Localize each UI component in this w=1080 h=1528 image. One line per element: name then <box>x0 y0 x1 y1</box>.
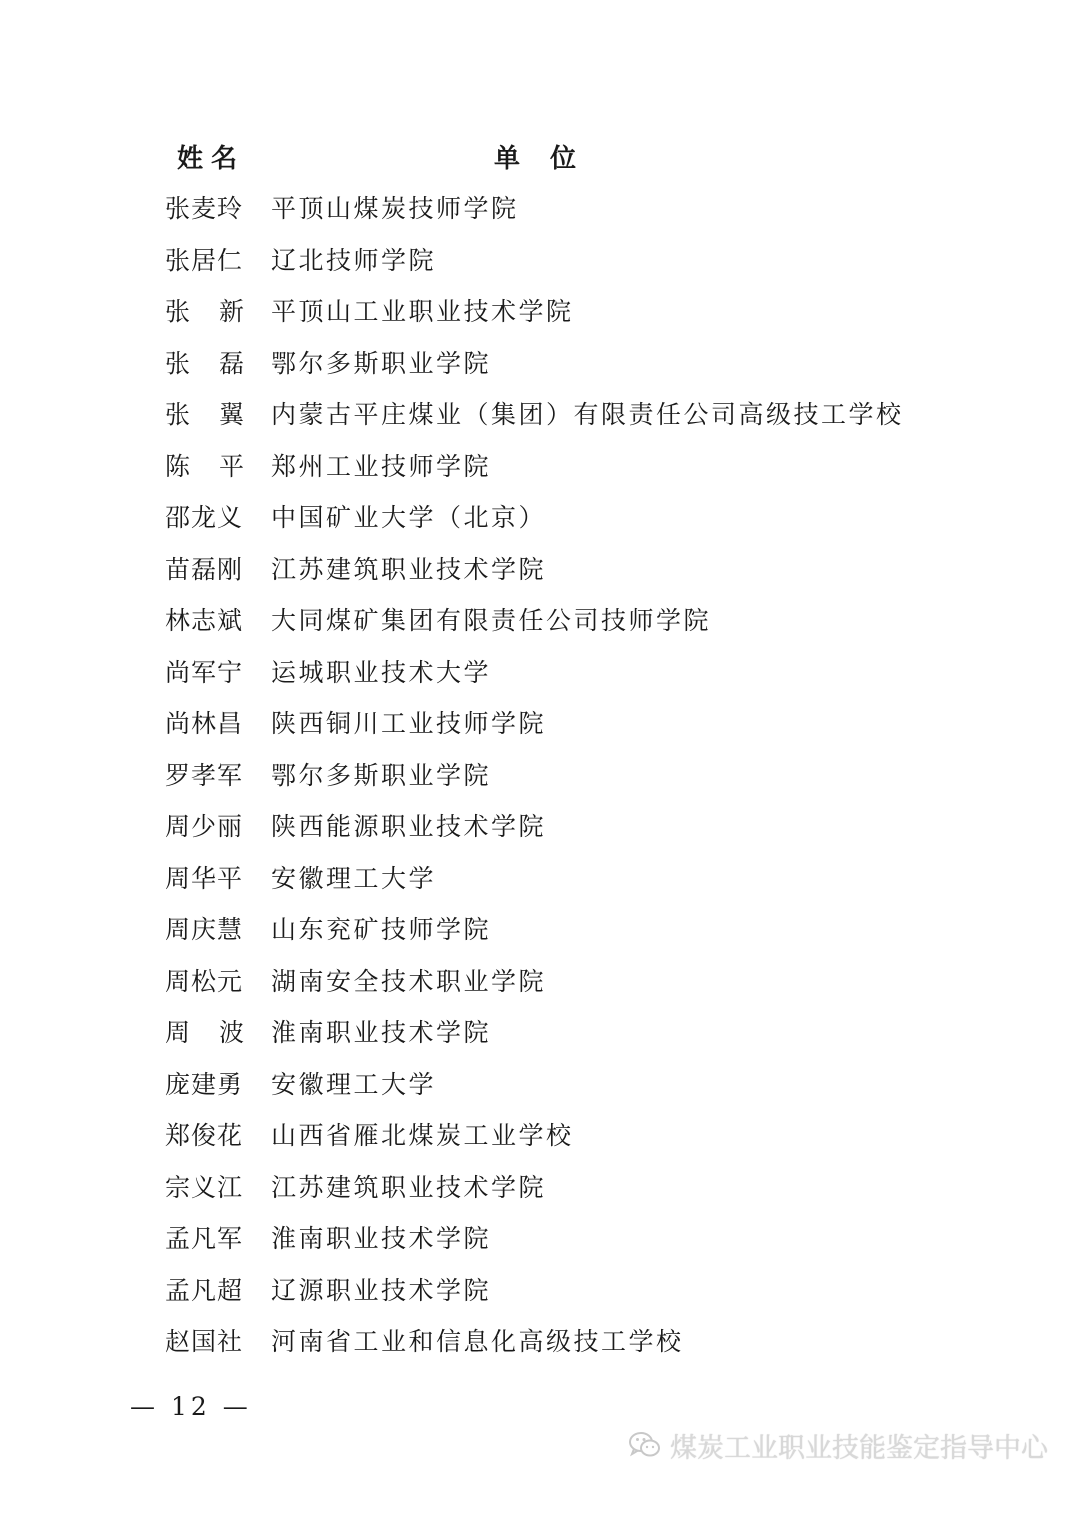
person-unit: 中国矿业大学（北京） <box>271 503 547 532</box>
person-name: 周少丽 <box>165 812 244 841</box>
person-name: 周 波 <box>165 1018 245 1047</box>
list-item <box>0 858 1080 910</box>
wechat-icon <box>628 1428 662 1462</box>
column-header-unit: 单位 <box>494 144 607 174</box>
person-name: 周庆慧 <box>165 915 244 944</box>
list-item <box>0 1218 1080 1270</box>
list-item <box>0 1064 1080 1116</box>
list-item <box>0 343 1080 395</box>
person-unit: 江苏建筑职业技术学院 <box>271 1172 547 1202</box>
person-unit: 辽北技师学院 <box>271 245 437 275</box>
page-number: — 12 — <box>130 1392 252 1421</box>
table-header <box>0 138 1080 178</box>
list-item <box>0 394 1080 446</box>
person-unit: 运城职业技术大学 <box>271 657 492 687</box>
person-name: 林志斌 <box>165 606 244 635</box>
person-unit: 陕西能源职业技术学院 <box>271 812 547 841</box>
person-unit: 淮南职业技术学院 <box>271 1224 492 1253</box>
list-item <box>0 909 1080 961</box>
person-unit: 陕西铜川工业技师学院 <box>271 709 547 738</box>
person-unit: 大同煤矿集团有限责任公司技师学院 <box>271 606 712 635</box>
person-unit: 淮南职业技术学院 <box>271 1018 492 1047</box>
person-name: 周松元 <box>165 966 244 996</box>
list-item <box>0 600 1080 652</box>
list-item <box>0 549 1080 601</box>
person-name: 尚林昌 <box>165 709 244 738</box>
person-name: 郑俊花 <box>165 1121 244 1150</box>
list-item <box>0 1167 1080 1219</box>
person-unit: 安徽理工大学 <box>271 1069 437 1099</box>
person-unit: 辽源职业技术学院 <box>271 1275 492 1305</box>
person-unit: 内蒙古平庄煤业（集团）有限责任公司高级技工学校 <box>271 400 904 429</box>
person-name: 庞建勇 <box>165 1069 244 1099</box>
person-name: 孟凡军 <box>165 1224 244 1253</box>
column-header-name: 姓名 <box>177 144 246 174</box>
person-name: 周华平 <box>165 863 244 893</box>
person-name: 苗磊刚 <box>165 554 244 584</box>
person-unit: 河南省工业和信息化高级技工学校 <box>271 1327 684 1356</box>
list-item <box>0 961 1080 1013</box>
list-item <box>0 1115 1080 1167</box>
watermark <box>628 1425 1048 1465</box>
person-unit: 鄂尔多斯职业学院 <box>271 760 492 790</box>
watermark-text: 煤炭工业职业技能鉴定指导中心 <box>670 1432 1048 1464</box>
person-name: 罗孝军 <box>165 760 244 790</box>
name-list <box>0 188 1080 1373</box>
list-item <box>0 497 1080 549</box>
list-item <box>0 755 1080 807</box>
person-unit: 江苏建筑职业技术学院 <box>271 554 547 584</box>
list-item <box>0 1270 1080 1322</box>
list-item <box>0 291 1080 343</box>
person-name: 孟凡超 <box>165 1275 244 1305</box>
person-name: 宗义江 <box>165 1172 244 1202</box>
list-item <box>0 240 1080 292</box>
person-unit: 湖南安全技术职业学院 <box>271 966 547 996</box>
person-name: 张居仁 <box>165 245 244 275</box>
list-item <box>0 446 1080 498</box>
person-name: 邵龙义 <box>165 503 244 532</box>
list-item <box>0 1321 1080 1373</box>
list-item <box>0 652 1080 704</box>
person-unit: 郑州工业技师学院 <box>271 451 492 481</box>
list-item <box>0 703 1080 755</box>
person-unit: 山东兖矿技师学院 <box>271 915 492 944</box>
person-unit: 山西省雁北煤炭工业学校 <box>271 1121 574 1150</box>
person-name: 赵国社 <box>165 1327 244 1356</box>
person-unit: 平顶山煤炭技师学院 <box>271 194 519 223</box>
person-name: 张 翼 <box>165 400 245 429</box>
person-name: 张 磊 <box>165 348 245 378</box>
person-name: 张麦玲 <box>165 194 244 223</box>
person-name: 尚军宁 <box>165 657 244 687</box>
list-item <box>0 806 1080 858</box>
person-unit: 鄂尔多斯职业学院 <box>271 348 492 378</box>
person-name: 陈 平 <box>165 451 245 481</box>
list-item <box>0 188 1080 240</box>
person-name: 张 新 <box>165 297 245 326</box>
person-unit: 平顶山工业职业技术学院 <box>271 297 574 326</box>
person-unit: 安徽理工大学 <box>271 863 437 893</box>
list-item <box>0 1012 1080 1064</box>
